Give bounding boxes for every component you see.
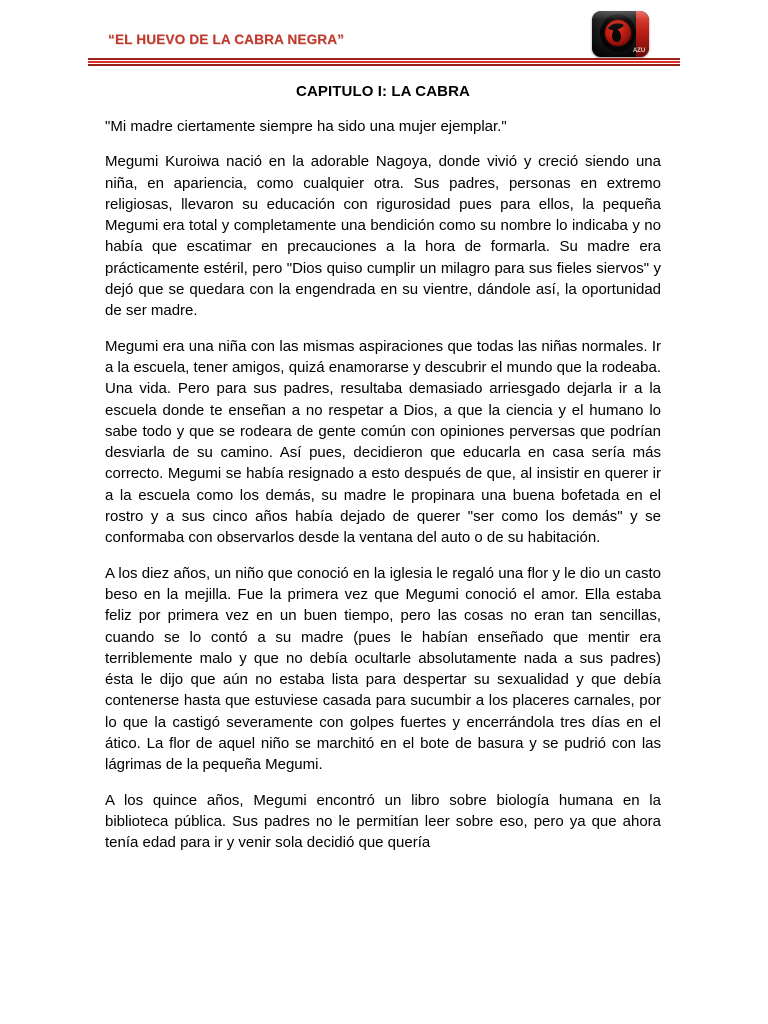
page-header bbox=[0, 0, 768, 76]
body-paragraph: Megumi era una niña con las mismas aspiraciones que todas las niñas normales. Ir a la escuela, tener amigos, quizá enamorarse y descubrir el mundo que la rodeaba. Una vida. Pero para sus padres, resultaba demasiado arriesgado dejarla ir a la escuela donde te enseñan a no respetar a Dios, a que la ciencia y el humano lo sabe todo y que se rodeara de gente común con opiniones perversas que podrían desviarla de su camino. Así pues, decidieron que educarla en casa sería más correcto. Megumi se había resignado a esto después de que, al insistir en querer ir a la escuela como los demás, su madre le propinara una buena bofetada en el rostro y a sus cinco años había dejado de querer "ser como los demás" y se conformaba con observarlos desde la ventana del auto o de su habitación. bbox=[105, 337, 661, 547]
black-goat-logo-icon bbox=[592, 11, 649, 57]
header-divider-rule bbox=[88, 58, 680, 67]
body-paragraph: A los diez años, un niño que conoció en la iglesia le regaló una flor y le dio un casto beso en la mejilla. Fue la primera vez que Megumi conoció el amor. Ella estaba feliz por primera vez en un buen tiempo, pero las cosas no eran tan sencillas, cuando se lo contó a su madre (pues le habían enseñado que mentir era terriblemente malo y que no debía ocultarle absolutamente nada a sus padres) ésta le dijo que aún no estaba lista para despertar su sexualidad y que debía contenerse hasta que estuviese casada para sucumbir a los placeres carnales, por lo que la castigó severamente con golpes fuertes y encerrándola tres días en el ático. La flor de aquel niño se marchitó en el bote de basura y se pudrió con las lágrimas de la pequeña Megumi. bbox=[105, 564, 661, 774]
body-paragraph: A los quince años, Megumi encontró un libro sobre biología humana en la biblioteca pública. Sus padres no le permitían leer sobre eso, pero ya que ahora tenía edad para ir y venir sola decidió que quería bbox=[105, 791, 661, 852]
logo-badge-text: AZU bbox=[632, 48, 646, 54]
opening-quote-paragraph: "Mi madre ciertamente siempre ha sido una mujer ejemplar." bbox=[105, 118, 507, 135]
chapter-title: CAPITULO I: LA CABRA bbox=[296, 83, 470, 100]
document-header-title: “EL HUEVO DE LA CABRA NEGRA” bbox=[108, 32, 345, 47]
document-body bbox=[105, 83, 661, 854]
rule-band-dark-bottom bbox=[88, 64, 680, 66]
body-paragraph: Megumi Kuroiwa nació en la adorable Nagoya, donde vivió y creció siendo una niña, en apariencia, como cualquier otra. Sus padres, personas en extremo religiosas, llevaron su educación con rigurosidad pues para ellos, la pequeña Megumi era total y completamente una bendición como su nombre lo indicaba y no había que escatimar en precauciones a la hora de formarla. Su madre era prácticamente estéril, pero "Dios quiso cumplir un milagro para sus fieles siervos" y dejó que se quedara con la engendrada en su vientre, dándole así, la oportunidad de ser madre. bbox=[105, 153, 661, 320]
black-goat-logo bbox=[592, 11, 649, 57]
